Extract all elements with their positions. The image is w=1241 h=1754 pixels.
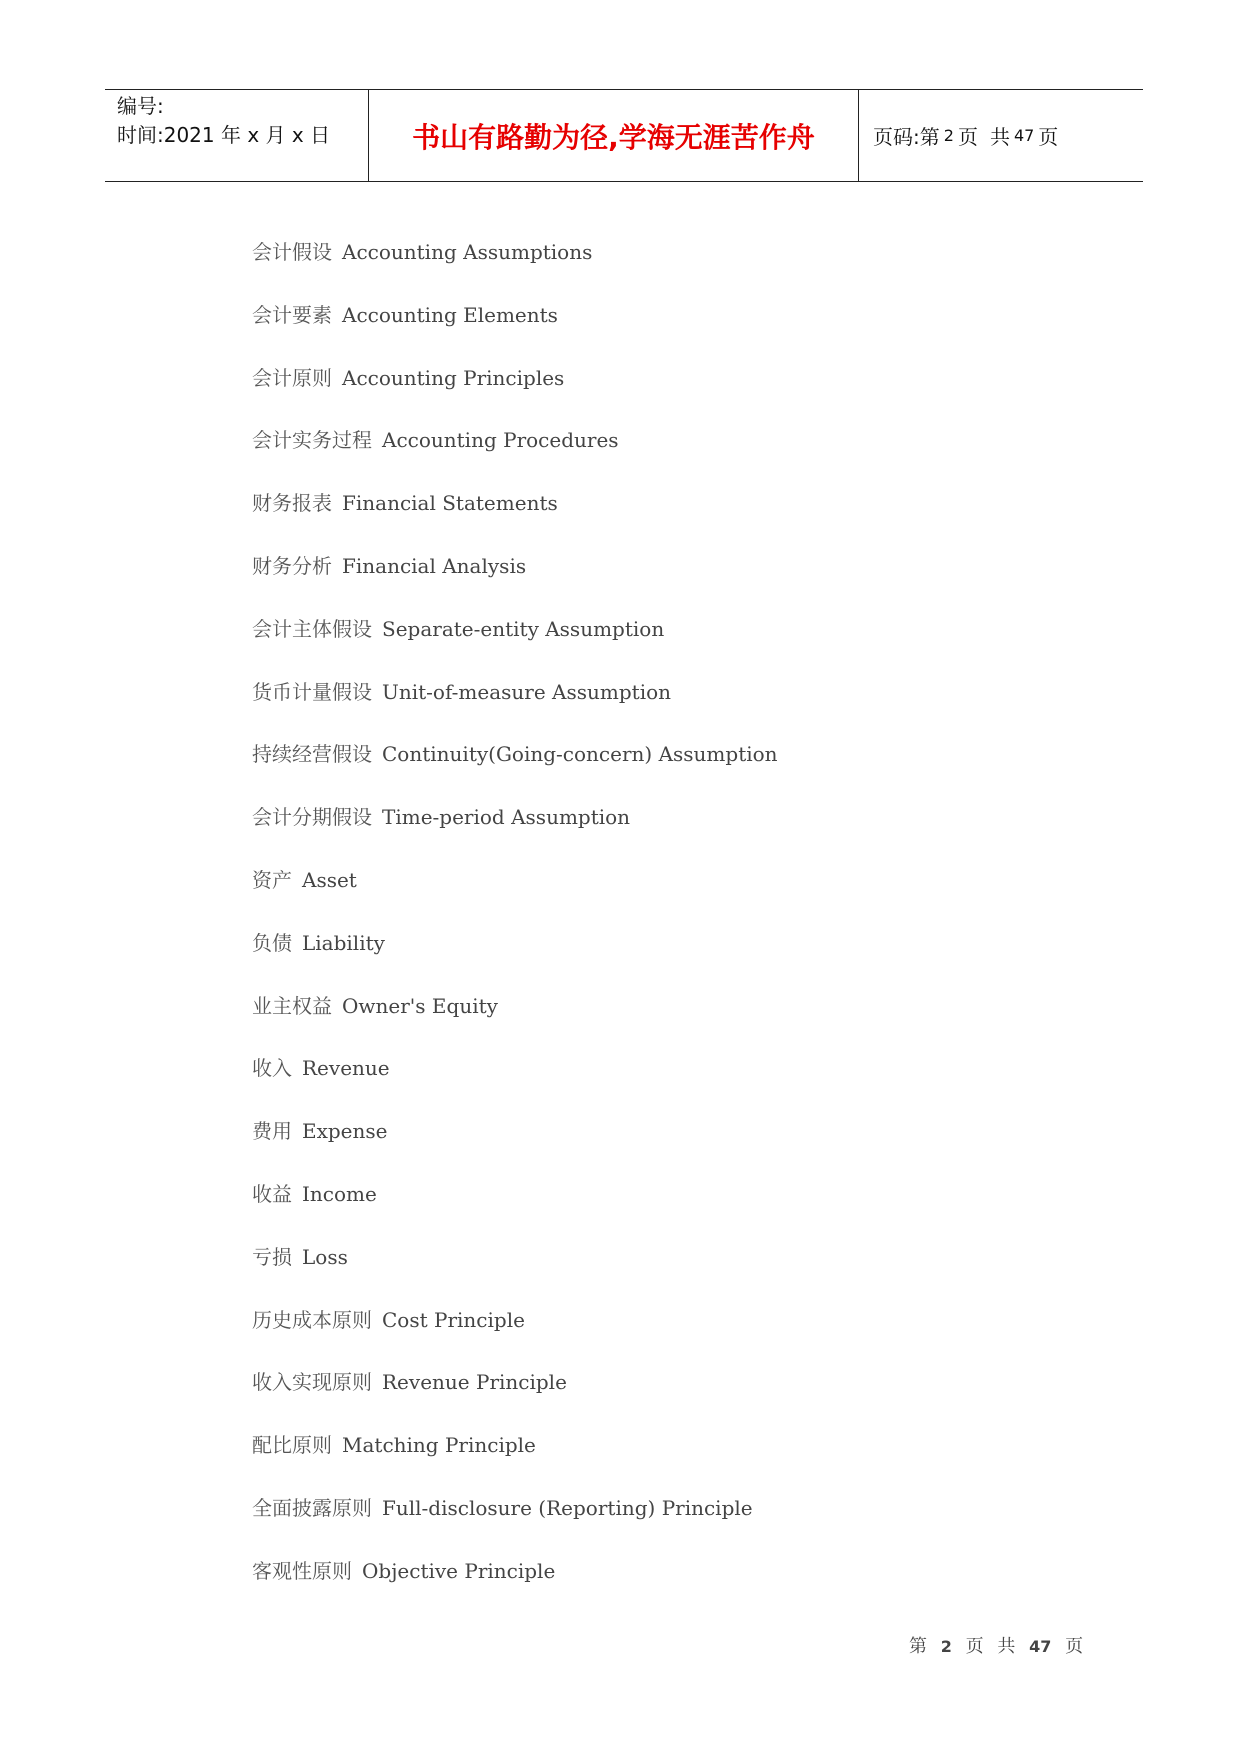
term-item	[252, 360, 778, 423]
term-item	[252, 736, 778, 799]
page-mid: 页	[957, 125, 978, 149]
term-item	[252, 862, 778, 925]
term-item	[252, 799, 778, 862]
term-item	[252, 297, 778, 360]
term-english: Full-disclosure (Reporting) Principle	[382, 1495, 753, 1520]
term-item	[252, 548, 778, 611]
term-english: Accounting Assumptions	[342, 240, 593, 264]
term-chinese: 收入	[252, 1056, 292, 1081]
header-meta	[105, 90, 369, 181]
footer-current: 2	[940, 1637, 952, 1656]
term-english: Time-period Assumption	[382, 805, 631, 830]
term-chinese: 全面披露原则	[252, 1495, 372, 1520]
term-item	[252, 988, 778, 1051]
term-item	[252, 1553, 778, 1616]
page-header	[105, 89, 1143, 182]
term-item	[252, 234, 778, 297]
term-english: Income	[302, 1181, 377, 1206]
total-suffix: 页	[1038, 125, 1059, 149]
document-time: 时间:2021 年 x 月 x 日	[117, 123, 331, 147]
term-list	[252, 234, 778, 1616]
term-chinese: 业主权益	[252, 993, 332, 1018]
term-english: Financial Statements	[342, 491, 558, 516]
page-current: 2	[943, 126, 954, 145]
term-item	[252, 611, 778, 674]
term-chinese: 货币计量假设	[252, 679, 372, 704]
term-chinese: 资产	[252, 867, 292, 892]
footer-total-prefix: 共	[997, 1636, 1016, 1657]
term-chinese: 会计主体假设	[252, 616, 372, 641]
page-footer	[905, 1632, 1087, 1658]
page-total: 47	[1013, 126, 1035, 145]
term-english: Accounting Elements	[342, 302, 558, 327]
term-item	[252, 1490, 778, 1553]
term-english: Liability	[302, 930, 385, 955]
term-english: Objective Principle	[362, 1558, 556, 1583]
term-item	[252, 1364, 778, 1427]
term-english: Matching Principle	[342, 1433, 536, 1458]
term-chinese: 财务报表	[252, 491, 332, 516]
total-prefix: 共	[989, 125, 1010, 149]
term-english: Cost Principle	[382, 1307, 525, 1332]
term-chinese: 持续经营假设	[252, 742, 372, 767]
term-chinese: 收益	[252, 1181, 292, 1206]
term-chinese: 会计原则	[252, 365, 332, 390]
document-number-label: 编号:	[117, 94, 164, 118]
footer-total: 47	[1029, 1637, 1052, 1656]
term-chinese: 收入实现原则	[252, 1370, 372, 1395]
term-item	[252, 1239, 778, 1302]
term-item	[252, 485, 778, 548]
term-english: Accounting Principles	[342, 365, 565, 390]
term-item	[252, 1113, 778, 1176]
term-chinese: 财务分析	[252, 553, 332, 578]
term-english: Revenue	[302, 1056, 390, 1081]
footer-suffix: 页	[1065, 1636, 1084, 1657]
page-prefix: 页码:第	[873, 125, 940, 149]
term-english: Asset	[302, 867, 357, 892]
term-english: Unit-of-measure Assumption	[382, 679, 672, 704]
footer-prefix: 第	[909, 1636, 927, 1657]
footer-mid: 页	[965, 1636, 984, 1657]
term-item	[252, 422, 778, 485]
term-chinese: 会计要素	[252, 302, 332, 327]
term-item	[252, 925, 778, 988]
term-chinese: 历史成本原则	[252, 1307, 372, 1332]
term-english: Owner's Equity	[342, 993, 498, 1018]
term-item	[252, 1427, 778, 1490]
term-english: Accounting Procedures	[382, 428, 619, 453]
term-chinese: 负债	[252, 930, 292, 955]
term-chinese: 客观性原则	[252, 1558, 352, 1583]
header-motto: 书山有路勤为径,学海无涯苦作舟	[369, 90, 859, 181]
term-english: Financial Analysis	[342, 553, 527, 578]
term-english: Separate-entity Assumption	[382, 616, 665, 641]
term-chinese: 费用	[252, 1119, 292, 1144]
term-chinese: 会计分期假设	[252, 805, 372, 830]
term-chinese: 会计实务过程	[252, 428, 372, 453]
term-english: Revenue Principle	[382, 1370, 567, 1395]
term-english: Loss	[302, 1244, 348, 1269]
term-english: Expense	[302, 1119, 388, 1144]
term-chinese: 会计假设	[252, 240, 332, 264]
header-page-info	[859, 90, 1143, 181]
term-item	[252, 1302, 778, 1365]
term-item	[252, 674, 778, 737]
term-chinese: 配比原则	[252, 1433, 332, 1458]
term-item	[252, 1050, 778, 1113]
term-chinese: 亏损	[252, 1244, 292, 1269]
term-english: Continuity(Going-concern) Assumption	[382, 742, 778, 767]
term-item	[252, 1176, 778, 1239]
